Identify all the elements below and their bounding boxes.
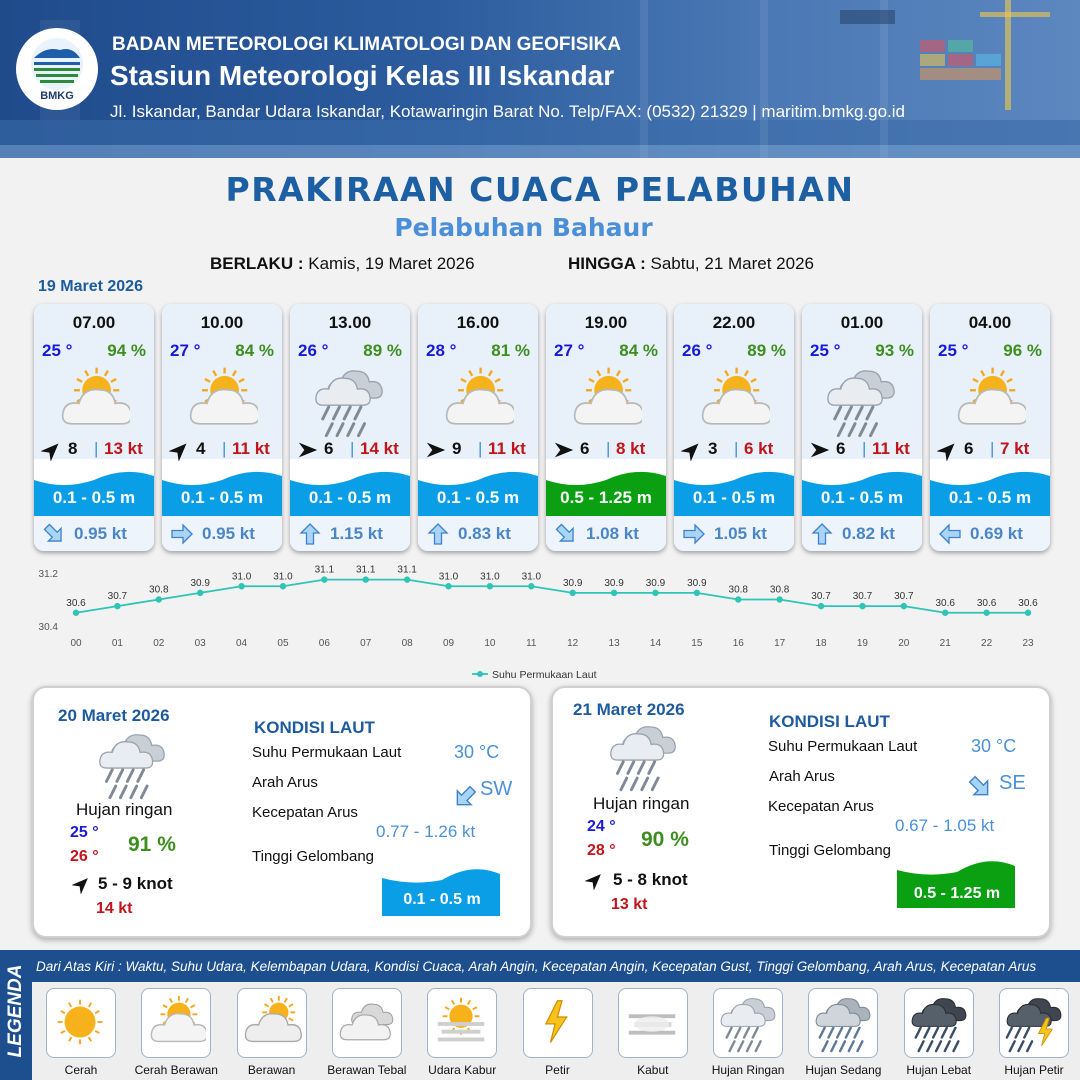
data-point	[735, 596, 741, 602]
card-wind-speed: 9	[452, 439, 462, 458]
x-tick-label: 20	[898, 638, 910, 649]
card-time: 10.00	[200, 313, 244, 332]
x-tick-label: 16	[732, 638, 744, 649]
hujan-petir-icon	[1004, 993, 1064, 1053]
card-time: 01.00	[840, 313, 884, 332]
data-point	[404, 576, 410, 582]
x-tick-label: 19	[856, 638, 868, 649]
data-label: 31.0	[480, 571, 500, 583]
current-direction-icon	[170, 522, 194, 546]
udara-kabur-icon	[432, 993, 492, 1053]
logo-text: BMKG	[40, 90, 74, 102]
card-wave-height: 0.1 - 0.5 m	[180, 488, 264, 507]
wind-direction-icon	[41, 439, 63, 461]
legend-item-label: Cerah	[64, 1063, 98, 1077]
data-label: 30.8	[728, 584, 748, 596]
kabut-icon	[623, 993, 683, 1053]
card-current-speed: 0.95 kt	[74, 524, 127, 543]
card-wave-height: 0.1 - 0.5 m	[308, 488, 392, 507]
card-current-speed: 1.05 kt	[714, 524, 767, 543]
card-humidity: 94 %	[107, 341, 146, 360]
daily-wind-speed: 5 - 8 knot	[613, 870, 688, 889]
daily-humidity: 90 %	[641, 828, 689, 851]
daily-wind-arrow	[585, 870, 605, 895]
card-wind-speed: 6	[580, 439, 590, 458]
card-current	[418, 516, 538, 551]
card-wind-speed: 6	[836, 439, 846, 458]
data-point	[694, 590, 700, 596]
wind-direction-icon	[681, 439, 703, 461]
x-tick-label: 03	[194, 638, 206, 649]
card-time: 13.00	[328, 313, 372, 332]
x-tick-label: 04	[236, 638, 248, 649]
card-separator: |	[478, 439, 483, 458]
data-point	[321, 576, 327, 582]
card-humidity: 89 %	[363, 341, 402, 360]
wave-height-label: Tinggi Gelombang	[252, 848, 375, 865]
x-tick-label: 18	[815, 638, 827, 649]
data-point	[363, 576, 369, 582]
page-subtitle: Pelabuhan Bahaur	[394, 213, 653, 242]
data-label: 31.0	[521, 571, 542, 583]
card-current	[546, 516, 666, 551]
data-label: 30.9	[562, 577, 583, 589]
forecast-card	[674, 304, 794, 551]
hujan-ringan-icon	[312, 364, 386, 438]
data-point	[818, 603, 824, 609]
legend-item-label: Berawan Tebal	[327, 1063, 407, 1077]
card-separator: |	[222, 439, 227, 458]
current-direction-icon	[682, 522, 706, 546]
daily-wave-height: 0.1 - 0.5 m	[403, 891, 481, 908]
daily-temp-min: 25 °	[70, 824, 99, 841]
forecast-card	[290, 304, 410, 551]
legend-entry: Suhu Permukaan Laut	[492, 669, 597, 681]
x-tick-label: 08	[401, 638, 413, 649]
card-current-speed: 0.82 kt	[842, 524, 895, 543]
card-current-speed: 0.83 kt	[458, 524, 511, 543]
card-temperature: 26 °	[298, 341, 329, 360]
card-temperature: 25 °	[810, 341, 841, 360]
org-name: BADAN METEOROLOGI KLIMATOLOGI DAN GEOFISIKA	[112, 34, 622, 55]
data-point	[197, 590, 203, 596]
forecast-card	[418, 304, 538, 551]
hujan-sedang-icon	[813, 993, 873, 1053]
card-current	[802, 516, 922, 551]
station-address: Jl. Iskandar, Bandar Udara Iskandar, Kotawaringin Barat No. Telp/FAX: (0532) 21329 | maritim.bmkg.go.id	[110, 102, 906, 121]
card-separator: |	[990, 439, 995, 458]
card-temperature: 28 °	[426, 341, 457, 360]
card-current	[34, 516, 154, 551]
sea-condition-title: KONDISI LAUT	[254, 718, 375, 737]
card-wave-height: 0.1 - 0.5 m	[820, 488, 904, 507]
card-wind-speed: 6	[324, 439, 334, 458]
data-point	[942, 610, 948, 616]
card-separator: |	[862, 439, 867, 458]
cerah-berawan-icon	[568, 364, 642, 438]
hujan-ringan-icon	[96, 728, 168, 800]
card-time: 04.00	[968, 313, 1012, 332]
legend-item-label: Hujan Sedang	[805, 1063, 882, 1077]
x-tick-label: 10	[484, 638, 496, 649]
current-direction-value: SE	[999, 772, 1026, 794]
card-humidity: 84 %	[619, 341, 658, 360]
card-wave-height: 0.1 - 0.5 m	[948, 488, 1032, 507]
sst-value: 30 °C	[971, 736, 1017, 756]
card-wave-height: 0.1 - 0.5 m	[692, 488, 776, 507]
data-point	[569, 590, 575, 596]
wind-direction-icon	[809, 439, 831, 461]
card-current-speed: 0.69 kt	[970, 524, 1023, 543]
data-label: 31.1	[356, 564, 376, 576]
data-label: 30.7	[894, 591, 914, 603]
card-wind	[418, 437, 538, 461]
header-banner	[0, 0, 1080, 158]
hujan-ringan-icon	[824, 364, 898, 438]
card-temperature: 25 °	[938, 341, 969, 360]
legend-swatch-dot	[477, 671, 483, 677]
card-temperature: 27 °	[554, 341, 585, 360]
card-current-speed: 0.95 kt	[202, 524, 255, 543]
data-point	[983, 610, 989, 616]
legend-item-label: Hujan Petir	[1004, 1063, 1064, 1077]
x-tick-label: 01	[111, 638, 123, 649]
current-direction-icon	[42, 522, 66, 546]
sst-label: Suhu Permukaan Laut	[252, 744, 402, 761]
data-label: 30.9	[687, 577, 707, 589]
card-gust: 8 kt	[616, 439, 646, 458]
current-speed-value: 0.67 - 1.05 kt	[895, 816, 995, 835]
data-point	[652, 590, 658, 596]
daily-wind-speed: 5 - 9 knot	[98, 874, 173, 893]
data-point	[487, 583, 493, 589]
data-point	[114, 603, 120, 609]
data-label: 31.1	[397, 564, 417, 576]
hujan-lebat-icon	[909, 993, 969, 1053]
current-direction-arrow	[452, 784, 478, 815]
legend-item-label: Petir	[545, 1063, 570, 1077]
card-time: 22.00	[712, 313, 756, 332]
data-label: 30.8	[769, 584, 790, 596]
card-wind	[546, 437, 666, 461]
data-label: 30.9	[645, 577, 666, 589]
legend-item-label: Kabut	[637, 1063, 669, 1077]
card-gust: 11 kt	[872, 439, 910, 458]
legend-item-label: Hujan Lebat	[906, 1063, 972, 1077]
current-speed-label: Kecepatan Arus	[768, 798, 874, 815]
wind-direction-icon	[72, 874, 92, 894]
card-wind	[674, 437, 794, 461]
x-tick-label: 21	[939, 638, 951, 649]
daily-condition: Hujan ringan	[593, 794, 690, 813]
current-direction-icon	[554, 522, 578, 546]
legend-description: Dari Atas Kiri : Waktu, Suhu Udara, Kelembapan Udara, Kondisi Cuaca, Arah Angin, Kecepatan Angin, Kecepatan Gust, Tinggi Gelombang, Arah Arus, Kecepatan Arus	[36, 959, 1037, 974]
day1-date: 19 Maret 2026	[38, 278, 143, 295]
cerah-berawan-icon	[696, 364, 770, 438]
cerah-berawan-icon	[440, 364, 514, 438]
card-current-speed: 1.15 kt	[330, 524, 383, 543]
data-label: 30.9	[604, 577, 624, 589]
data-label: 31.0	[438, 571, 459, 583]
daily-temp-max: 28 °	[587, 842, 616, 859]
legend-side-bar	[0, 950, 32, 1080]
daily-condition: Hujan ringan	[76, 800, 173, 819]
card-temperature: 27 °	[170, 341, 201, 360]
x-tick-label: 13	[608, 638, 620, 649]
card-gust: 14 kt	[360, 439, 399, 458]
card-wave-height: 0.5 - 1.25 m	[560, 488, 652, 507]
card-gust: 11 kt	[488, 439, 526, 458]
petir-icon	[528, 993, 588, 1053]
data-label: 31.0	[231, 571, 252, 583]
data-point	[156, 596, 162, 602]
card-current-speed: 1.08 kt	[586, 524, 639, 543]
card-humidity: 84 %	[235, 341, 274, 360]
card-current	[162, 516, 282, 551]
x-tick-label: 05	[277, 638, 289, 649]
data-point	[445, 583, 451, 589]
data-point	[1025, 610, 1031, 616]
valid-from-label: BERLAKU :	[210, 254, 304, 273]
berawan-icon	[242, 993, 302, 1053]
daily-date: 20 Maret 2026	[58, 706, 170, 725]
legend-side-label: LEGENDA	[5, 964, 26, 1058]
sst-value: 30 °C	[454, 742, 500, 762]
y-tick-label: 31.2	[38, 569, 58, 580]
card-wind	[34, 437, 154, 461]
daily-wind-arrow	[72, 874, 92, 899]
card-time: 07.00	[72, 313, 116, 332]
card-separator: |	[350, 439, 355, 458]
daily-gust: 13 kt	[611, 896, 648, 913]
data-label: 30.9	[190, 577, 210, 589]
x-tick-label: 22	[981, 638, 993, 649]
hujan-ringan-icon	[718, 993, 778, 1053]
card-wind	[930, 437, 1050, 461]
wind-direction-icon	[169, 439, 191, 461]
cerah-berawan-icon	[146, 993, 206, 1053]
current-speed-value: 0.77 - 1.26 kt	[376, 822, 476, 841]
y-tick-label: 30.4	[38, 622, 58, 633]
legend-item-label: Cerah Berawan	[134, 1063, 218, 1077]
page-title: PRAKIRAAN CUACA PELABUHAN	[225, 170, 855, 209]
card-temperature: 26 °	[682, 341, 713, 360]
forecast-card	[802, 304, 922, 551]
x-tick-label: 00	[70, 638, 82, 649]
hujan-ringan-icon	[607, 720, 679, 792]
berawan-tebal-icon	[337, 993, 397, 1053]
data-label: 30.6	[935, 597, 955, 609]
current-direction-label: Arah Arus	[252, 774, 318, 791]
card-separator: |	[606, 439, 611, 458]
x-tick-label: 12	[567, 638, 579, 649]
card-wave-height: 0.1 - 0.5 m	[436, 488, 520, 507]
card-wind-speed: 8	[68, 439, 78, 458]
card-wind-speed: 3	[708, 439, 718, 458]
data-label: 30.8	[149, 584, 169, 596]
card-time: 19.00	[584, 313, 628, 332]
data-point	[528, 583, 534, 589]
x-tick-label: 02	[153, 638, 165, 649]
current-direction-icon	[426, 522, 450, 546]
daily-temp-max: 26 °	[70, 848, 99, 865]
wind-direction-icon	[937, 439, 959, 461]
forecast-card	[930, 304, 1050, 551]
forecast-card	[34, 304, 154, 551]
card-humidity: 96 %	[1003, 341, 1042, 360]
data-label: 30.7	[852, 591, 873, 603]
daily-forecast-box	[551, 686, 1051, 938]
card-wave-height: 0.1 - 0.5 m	[52, 488, 136, 507]
card-time: 16.00	[456, 313, 500, 332]
card-wind	[802, 437, 922, 461]
x-tick-label: 14	[649, 638, 662, 649]
x-tick-label: 09	[442, 638, 455, 649]
valid-from-value: Kamis, 19 Maret 2026	[308, 254, 475, 273]
daily-wave-height: 0.5 - 1.25 m	[913, 885, 1001, 902]
daily-gust: 14 kt	[96, 900, 133, 917]
card-current	[290, 516, 410, 551]
legend-item-label: Hujan Ringan	[711, 1063, 785, 1077]
data-point	[238, 583, 244, 589]
current-direction-icon	[967, 774, 993, 800]
current-direction-icon	[298, 522, 322, 546]
current-direction-value: SW	[480, 778, 513, 800]
data-point	[280, 583, 286, 589]
data-label: 30.6	[66, 597, 86, 609]
x-tick-label: 17	[774, 638, 786, 649]
legend-item-label: Udara Kabur	[428, 1063, 497, 1077]
data-point	[859, 603, 865, 609]
wind-direction-icon	[297, 439, 319, 461]
card-separator: |	[734, 439, 739, 458]
card-gust: 11 kt	[232, 439, 270, 458]
data-label: 30.7	[811, 591, 831, 603]
x-tick-label: 07	[360, 638, 372, 649]
daily-forecast-box	[32, 686, 532, 938]
card-current	[930, 516, 1050, 551]
card-separator: |	[94, 439, 99, 458]
x-tick-label: 15	[691, 638, 703, 649]
card-gust: 13 kt	[104, 439, 143, 458]
valid-from	[210, 254, 475, 274]
station-name: Stasiun Meteorologi Kelas III Iskandar	[110, 60, 615, 91]
card-wind-speed: 4	[196, 439, 206, 458]
x-tick-label: 06	[318, 638, 330, 649]
data-label: 30.6	[1018, 597, 1038, 609]
legend-item-label: Berawan	[247, 1063, 296, 1077]
forecast-card	[546, 304, 666, 551]
sst-label: Suhu Permukaan Laut	[768, 738, 918, 755]
current-direction-icon	[938, 522, 962, 546]
current-direction-label: Arah Arus	[769, 768, 835, 785]
bmkg-logo	[16, 28, 98, 110]
data-label: 31.0	[273, 571, 293, 583]
card-humidity: 93 %	[875, 341, 914, 360]
card-wind	[290, 437, 410, 461]
valid-to	[568, 254, 814, 274]
card-humidity: 81 %	[491, 341, 530, 360]
current-speed-label: Kecepatan Arus	[252, 804, 358, 821]
wind-direction-icon	[553, 439, 575, 461]
wind-direction-icon	[585, 870, 605, 890]
daily-temp-min: 24 °	[587, 818, 616, 835]
current-direction-arrow	[967, 774, 993, 805]
card-current	[674, 516, 794, 551]
wave-height-label: Tinggi Gelombang	[769, 842, 892, 859]
wind-direction-icon	[425, 439, 447, 461]
card-temperature: 25 °	[42, 341, 73, 360]
data-point	[901, 603, 907, 609]
card-humidity: 89 %	[747, 341, 786, 360]
current-direction-icon	[452, 784, 478, 810]
x-tick-label: 11	[526, 638, 537, 649]
card-wind-speed: 6	[964, 439, 974, 458]
forecast-card	[162, 304, 282, 551]
data-label: 30.6	[976, 597, 997, 609]
daily-weather	[96, 728, 168, 805]
data-label: 30.7	[107, 591, 128, 603]
daily-weather	[607, 720, 679, 797]
sea-condition-title: KONDISI LAUT	[769, 712, 890, 731]
card-gust: 7 kt	[1000, 439, 1030, 458]
x-tick-label: 23	[1022, 638, 1034, 649]
sst-line-chart	[30, 560, 1050, 685]
data-point	[776, 596, 782, 602]
daily-date: 21 Maret 2026	[573, 700, 685, 719]
valid-to-value: Sabtu, 21 Maret 2026	[650, 254, 815, 273]
data-point	[73, 610, 79, 616]
card-gust: 6 kt	[744, 439, 774, 458]
daily-humidity: 91 %	[128, 833, 176, 856]
cerah-icon	[51, 993, 111, 1053]
data-point	[611, 590, 617, 596]
cerah-berawan-icon	[952, 364, 1026, 438]
cerah-berawan-icon	[184, 364, 258, 438]
cerah-berawan-icon	[56, 364, 130, 438]
valid-to-label: HINGGA :	[568, 254, 646, 273]
data-label: 31.1	[314, 564, 335, 576]
current-direction-icon	[810, 522, 834, 546]
card-wind	[162, 437, 282, 461]
